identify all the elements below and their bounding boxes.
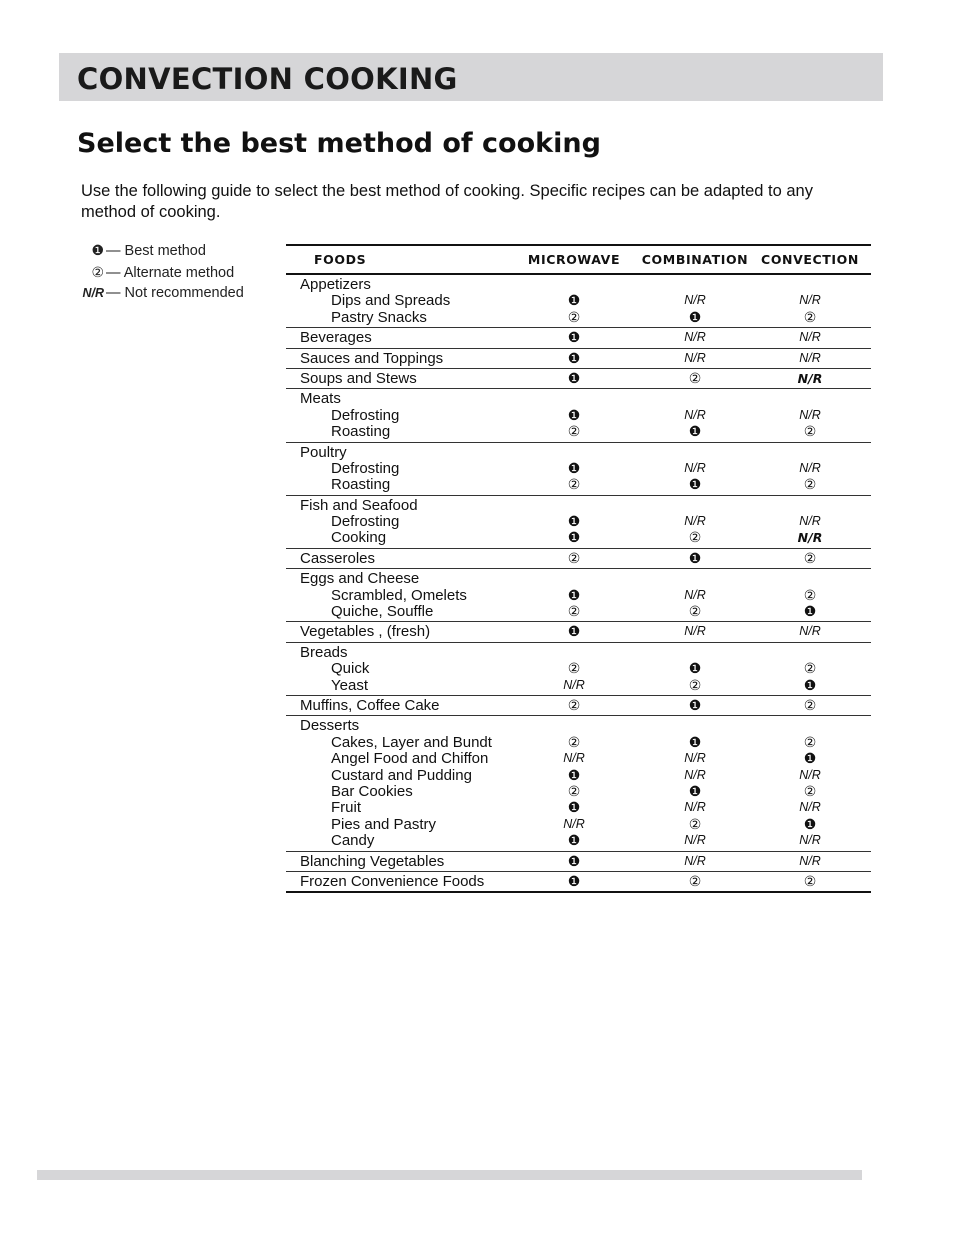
combination-rating: N/R xyxy=(684,624,706,639)
convection-rating: ② xyxy=(803,696,817,713)
food-item-name: Pies and Pastry xyxy=(331,815,437,833)
microwave-rating: ❶ xyxy=(567,872,581,889)
section-banner xyxy=(59,53,883,101)
microwave-rating: ② xyxy=(567,660,581,677)
table-row xyxy=(286,407,871,423)
convection-rating: N/R xyxy=(799,407,821,422)
table-row xyxy=(286,390,871,406)
combination-rating: ❶ xyxy=(688,733,702,750)
microwave-rating: ❶ xyxy=(567,529,581,546)
table-row xyxy=(286,873,871,889)
convection-rating: ❶ xyxy=(803,815,817,832)
table-row xyxy=(286,750,871,766)
food-item-name: Roasting xyxy=(331,423,391,441)
column-header-foods: FOODS xyxy=(314,252,367,267)
legend-alternate xyxy=(79,262,279,284)
convection-rating: ② xyxy=(803,586,817,603)
microwave-rating: N/R xyxy=(563,816,585,831)
food-category-group xyxy=(286,389,871,442)
food-item-name: Bar Cookies xyxy=(331,782,413,800)
table-row xyxy=(286,832,871,848)
convection-rating: N/R xyxy=(799,800,821,815)
food-item-name: Dips and Spreads xyxy=(331,292,451,310)
table-row xyxy=(286,587,871,603)
table-row xyxy=(286,734,871,750)
table-row xyxy=(286,550,871,566)
food-category-group xyxy=(286,569,871,622)
microwave-rating: ❶ xyxy=(567,513,581,530)
food-item-name: Quiche, Souffle xyxy=(331,603,434,621)
convection-rating: ❶ xyxy=(803,750,817,767)
convection-rating: ② xyxy=(803,733,817,750)
combination-rating: N/R xyxy=(684,514,706,529)
table-row xyxy=(286,529,871,545)
microwave-rating: ② xyxy=(567,696,581,713)
category-name: Soups and Stews xyxy=(300,369,417,387)
combination-rating: ❶ xyxy=(688,696,702,713)
legend-text: — Best method xyxy=(106,243,206,259)
combination-rating: N/R xyxy=(684,751,706,766)
microwave-rating: ❶ xyxy=(567,832,581,849)
microwave-rating: ❶ xyxy=(567,329,581,346)
combination-rating: N/R xyxy=(684,833,706,848)
combination-rating: ❶ xyxy=(688,660,702,677)
food-item-name: Cakes, Layer and Bundt xyxy=(331,733,492,751)
table-row xyxy=(286,697,871,713)
convection-rating: ❶ xyxy=(803,603,817,620)
microwave-rating: ❶ xyxy=(567,852,581,869)
food-category-group xyxy=(286,622,871,642)
combination-rating: N/R xyxy=(684,350,706,365)
combination-rating: N/R xyxy=(684,800,706,815)
convection-rating: N/R xyxy=(799,330,821,345)
combination-rating: ② xyxy=(688,676,702,693)
cooking-method-table xyxy=(286,244,871,893)
table-row xyxy=(286,276,871,292)
convection-rating: N/R xyxy=(799,853,821,868)
table-row xyxy=(286,816,871,832)
microwave-rating: N/R xyxy=(563,751,585,766)
microwave-rating: ❶ xyxy=(567,292,581,309)
category-name: Desserts xyxy=(300,717,360,735)
combination-rating: ② xyxy=(688,603,702,620)
microwave-rating: N/R xyxy=(563,677,585,692)
combination-rating: N/R xyxy=(684,293,706,308)
food-item-name: Custard and Pudding xyxy=(331,766,472,784)
combination-rating: ② xyxy=(688,369,702,386)
table-row xyxy=(286,329,871,345)
section-title: CONVECTION COOKING xyxy=(77,62,458,96)
food-category-group xyxy=(286,852,871,872)
convection-rating: ② xyxy=(803,660,817,677)
legend xyxy=(79,240,279,305)
combination-rating: ② xyxy=(688,529,702,546)
table-row xyxy=(286,603,871,619)
combination-rating: N/R xyxy=(684,587,706,602)
category-name: Appetizers xyxy=(300,276,371,293)
convection-rating: ② xyxy=(803,782,817,799)
category-name: Muffins, Coffee Cake xyxy=(300,696,440,714)
not-recommended-icon: N/R xyxy=(82,286,104,300)
combination-rating: N/R xyxy=(684,853,706,868)
category-name: Vegetables , (fresh) xyxy=(300,623,431,641)
table-row xyxy=(286,497,871,513)
combination-rating: ② xyxy=(688,872,702,889)
convection-rating: N/R xyxy=(799,624,821,639)
food-item-name: Defrosting xyxy=(331,459,400,477)
convection-rating: ② xyxy=(803,423,817,440)
food-item-name: Cooking xyxy=(331,529,387,547)
combination-rating: N/R xyxy=(684,767,706,782)
food-category-group xyxy=(286,275,871,328)
food-category-group xyxy=(286,716,871,851)
combination-rating: ❶ xyxy=(688,308,702,325)
microwave-rating: ② xyxy=(567,733,581,750)
table-row xyxy=(286,853,871,869)
table-row xyxy=(286,292,871,308)
column-header-label: MICROWAVE xyxy=(527,252,621,267)
microwave-rating: ❶ xyxy=(567,459,581,476)
convection-rating: N/R xyxy=(799,293,821,308)
microwave-rating: ② xyxy=(567,308,581,325)
legend-best xyxy=(79,240,279,262)
microwave-rating: ② xyxy=(567,603,581,620)
table-row xyxy=(286,717,871,733)
category-name: Breads xyxy=(300,643,348,661)
food-item-name: Angel Food and Chiffon xyxy=(331,750,489,768)
legend-not-recommended xyxy=(79,283,279,305)
category-name: Poultry xyxy=(300,443,347,461)
table-row xyxy=(286,350,871,366)
food-item-name: Scrambled, Omelets xyxy=(331,586,467,604)
category-name: Meats xyxy=(300,390,341,408)
category-name: Eggs and Cheese xyxy=(300,570,420,588)
convection-rating: N/R xyxy=(799,350,821,365)
table-row xyxy=(286,660,871,676)
table-header xyxy=(286,244,871,275)
microwave-rating: ② xyxy=(567,549,581,566)
table-row xyxy=(286,767,871,783)
microwave-rating: ❶ xyxy=(567,369,581,386)
intro-paragraph: Use the following guide to select the best method of cooking. Specific recipes can be adapted to any method of cooking. xyxy=(81,182,813,221)
food-category-group xyxy=(286,443,871,496)
legend-text: — Not recommended xyxy=(106,285,244,301)
combination-rating: ❶ xyxy=(688,476,702,493)
convection-rating: ❶ xyxy=(803,676,817,693)
table-row xyxy=(286,370,871,386)
convection-rating: N/R xyxy=(799,767,821,782)
category-name: Casseroles xyxy=(300,549,376,567)
food-item-name: Roasting xyxy=(331,476,391,494)
food-category-group xyxy=(286,349,871,369)
table-row xyxy=(286,513,871,529)
table-row xyxy=(286,309,871,325)
food-item-name: Fruit xyxy=(331,799,361,817)
column-header-label: CONVECTION xyxy=(761,252,859,267)
food-item-name: Quick xyxy=(331,660,370,678)
page-title: Select the best method of cooking xyxy=(77,128,601,159)
food-category-group xyxy=(286,328,871,348)
table-row xyxy=(286,644,871,660)
column-header-label: COMBINATION xyxy=(641,252,749,267)
category-name: Fish and Seafood xyxy=(300,496,418,514)
category-name: Sauces and Toppings xyxy=(300,349,444,367)
food-category-group xyxy=(286,549,871,569)
food-item-name: Defrosting xyxy=(331,513,400,531)
category-name: Blanching Vegetables xyxy=(300,852,445,870)
convection-rating: ② xyxy=(803,476,817,493)
combination-rating: ② xyxy=(688,815,702,832)
microwave-rating: ② xyxy=(567,476,581,493)
microwave-rating: ❶ xyxy=(567,799,581,816)
food-item-name: Pastry Snacks xyxy=(331,308,427,326)
food-category-group xyxy=(286,872,871,891)
table-row xyxy=(286,460,871,476)
combination-rating: N/R xyxy=(684,407,706,422)
microwave-rating: ❶ xyxy=(567,766,581,783)
convection-rating: ② xyxy=(803,872,817,889)
table-row xyxy=(286,623,871,639)
combination-rating: N/R xyxy=(684,460,706,475)
convection-rating: N/R xyxy=(797,370,823,386)
table-row xyxy=(286,423,871,439)
convection-rating: N/R xyxy=(799,460,821,475)
table-row xyxy=(286,570,871,586)
food-item-name: Defrosting xyxy=(331,406,400,424)
legend-text: — Alternate method xyxy=(106,264,235,281)
food-item-name: Yeast xyxy=(331,676,368,694)
convection-rating: N/R xyxy=(799,514,821,529)
microwave-rating: ② xyxy=(567,423,581,440)
microwave-rating: ② xyxy=(567,782,581,799)
combination-rating: ❶ xyxy=(688,549,702,566)
table-row xyxy=(286,444,871,460)
food-category-group xyxy=(286,696,871,716)
table-row xyxy=(286,476,871,492)
combination-rating: ❶ xyxy=(688,423,702,440)
combination-rating: ❶ xyxy=(688,782,702,799)
convection-rating: N/R xyxy=(799,833,821,848)
best-method-icon: ❶ xyxy=(91,242,104,258)
alternate-method-icon: ② xyxy=(91,263,104,280)
category-name: Beverages xyxy=(300,329,372,347)
convection-rating: ② xyxy=(803,549,817,566)
microwave-rating: ❶ xyxy=(567,406,581,423)
microwave-rating: ❶ xyxy=(567,586,581,603)
microwave-rating: ❶ xyxy=(567,349,581,366)
category-name: Frozen Convenience Foods xyxy=(300,872,485,890)
table-row xyxy=(286,783,871,799)
convection-rating: N/R xyxy=(797,530,823,546)
food-category-group xyxy=(286,369,871,389)
microwave-rating: ❶ xyxy=(567,623,581,640)
food-item-name: Candy xyxy=(331,832,375,850)
food-category-group xyxy=(286,643,871,696)
table-body xyxy=(286,275,871,893)
food-category-group xyxy=(286,496,871,549)
footer-bar xyxy=(37,1170,862,1180)
table-row xyxy=(286,677,871,693)
convection-rating: ② xyxy=(803,308,817,325)
table-row xyxy=(286,799,871,815)
combination-rating: N/R xyxy=(684,330,706,345)
